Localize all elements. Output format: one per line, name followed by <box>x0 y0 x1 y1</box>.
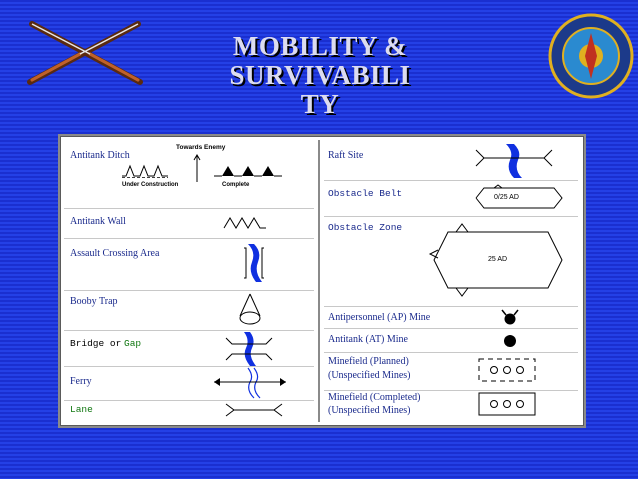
towards-enemy-label: Towards Enemy <box>176 144 226 151</box>
obstacle-zone-tag: 25 AD <box>488 256 508 263</box>
ferry-label: Ferry <box>70 376 92 387</box>
row-booby-trap <box>64 290 314 331</box>
row-lane <box>64 400 314 420</box>
column-divider <box>318 140 320 422</box>
row-obstacle-zone <box>324 216 578 307</box>
minefield-planned-sublabel: (Unspecified Mines) <box>328 370 411 381</box>
lane-icon <box>224 402 284 418</box>
minefield-completed-sublabel: (Unspecified Mines) <box>328 405 411 416</box>
booby-trap-icon <box>236 292 264 326</box>
row-antitank-wall <box>64 208 314 239</box>
row-minefield-planned <box>324 352 578 391</box>
antitank-wall-label: Antitank Wall <box>70 216 126 227</box>
row-minefield-completed <box>324 390 578 420</box>
assault-crossing-icon <box>238 242 268 284</box>
minefield-planned-label: Minefield (Planned) <box>328 356 409 367</box>
obstacle-belt-label: Obstacle Belt <box>328 188 403 199</box>
obstacle-belt-tag: 0/25 AD <box>494 194 519 201</box>
combat-arms-school-seal-icon <box>548 13 634 99</box>
bridge-icon <box>224 332 274 366</box>
row-ap-mine <box>324 306 578 329</box>
ditch-complete-icon <box>214 164 284 178</box>
ferry-icon <box>210 368 290 398</box>
title-line-1: MOBILITY & <box>232 31 408 61</box>
under-construction-label: Under Construction <box>122 182 179 188</box>
obstacle-belt-icon <box>474 184 564 212</box>
right-column <box>324 142 578 420</box>
complete-label: Complete <box>222 182 250 188</box>
antitank-wall-icon <box>224 216 268 230</box>
title-line-3: TY <box>300 89 340 119</box>
row-obstacle-belt <box>324 180 578 217</box>
gap-label: Gap <box>124 338 142 349</box>
at-mine-label: Antitank (AT) Mine <box>328 334 408 345</box>
ap-mine-icon <box>500 308 520 326</box>
title-line-2: SURVIVABILI <box>229 60 411 90</box>
row-raft-site <box>324 142 578 181</box>
at-mine-icon <box>502 333 518 349</box>
ap-mine-label: Antipersonnel (AP) Mine <box>328 312 431 323</box>
lane-label: Lane <box>70 404 93 415</box>
row-bridge-gap <box>64 330 314 367</box>
left-column <box>64 142 314 420</box>
raft-site-label: Raft Site <box>328 150 364 161</box>
symbols-panel <box>58 134 586 428</box>
assault-crossing-label: Assault Crossing Area <box>70 248 160 259</box>
row-antitank-ditch <box>64 142 314 209</box>
row-at-mine <box>324 328 578 353</box>
towards-enemy-arrow-icon <box>192 154 202 184</box>
row-assault-crossing <box>64 238 314 291</box>
raft-site-icon <box>474 144 554 178</box>
slide-title <box>200 32 440 119</box>
minefield-planned-icon <box>478 358 538 384</box>
obstacle-zone-label: Obstacle Zone <box>328 222 403 233</box>
row-ferry <box>64 366 314 401</box>
ditch-under-construction-icon <box>122 164 170 178</box>
booby-trap-label: Booby Trap <box>70 296 118 307</box>
minefield-completed-icon <box>478 392 538 418</box>
crossed-rifles-icon <box>20 14 150 89</box>
bridge-label: Bridge or <box>70 338 122 349</box>
antitank-ditch-label: Antitank Ditch <box>70 150 130 161</box>
minefield-completed-label: Minefield (Completed) <box>328 392 421 403</box>
